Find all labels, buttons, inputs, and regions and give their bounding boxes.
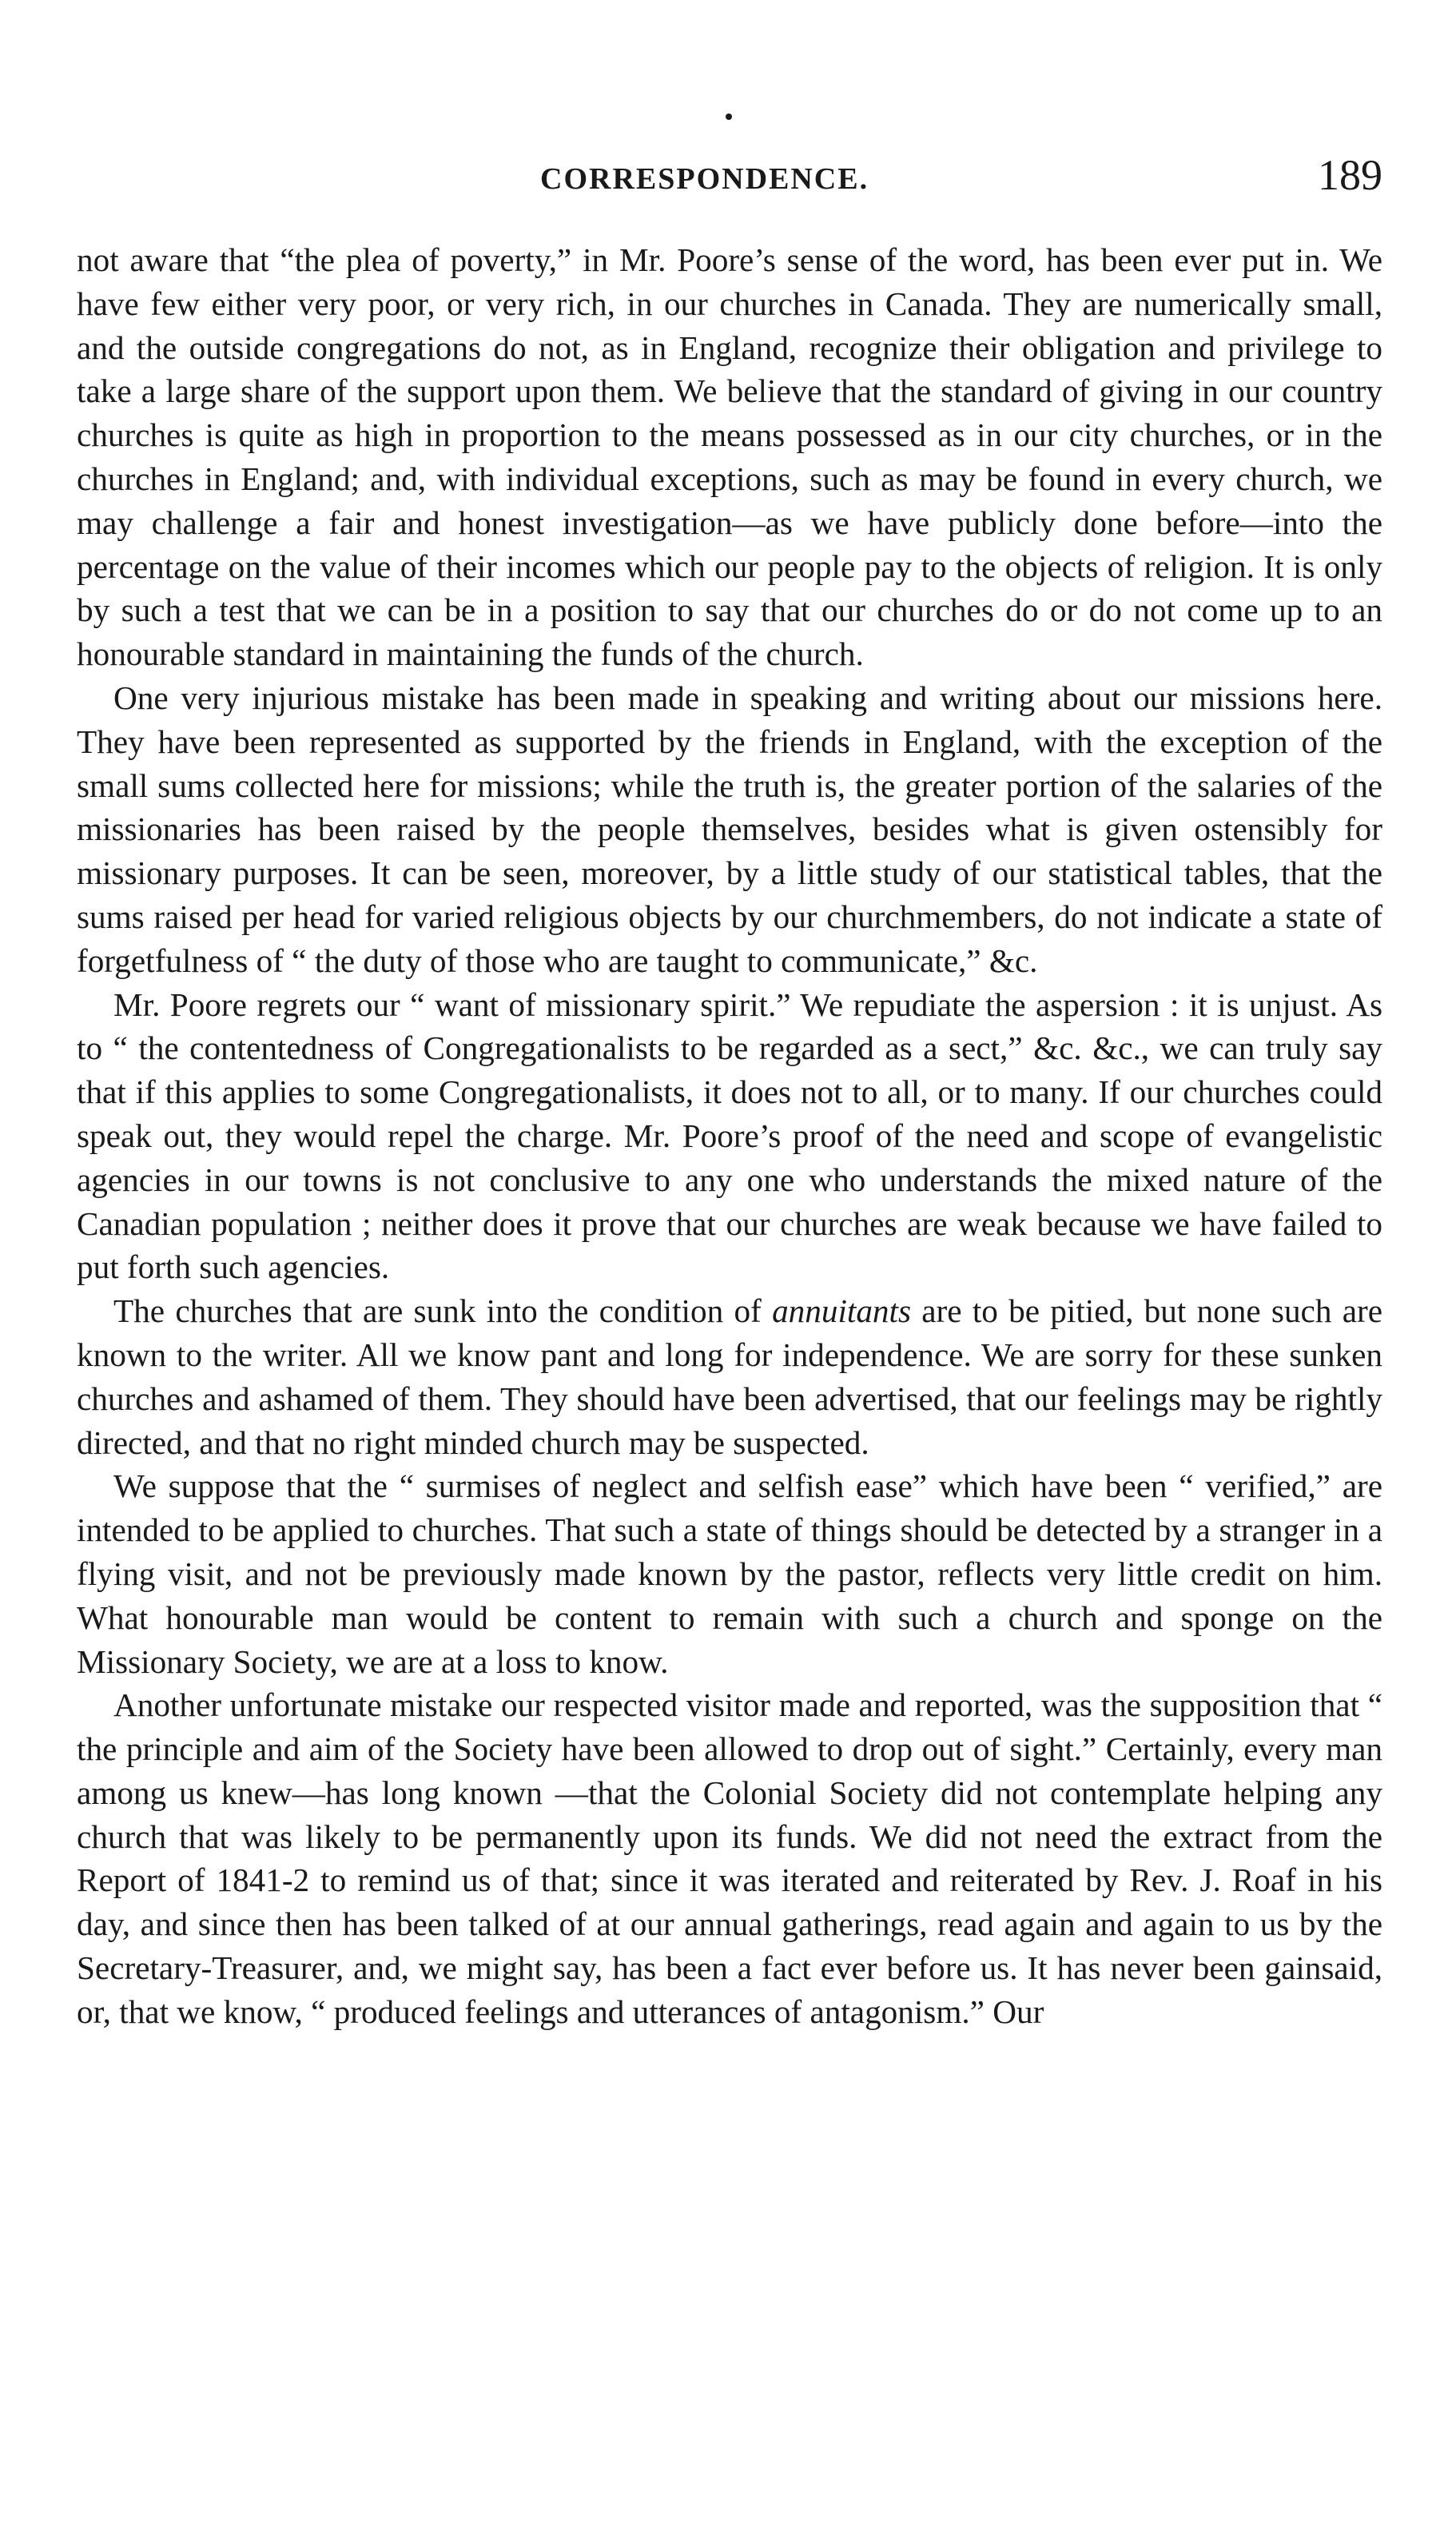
paragraph: One very injurious mistake has been made in speaking and writing about our missions here. They have been represented as supported by the friends in England, with the exception of the small sums collected here for missions; while the truth is, the greater portion of the salaries of the missionaries has been raised by the people themselves, besides what is given ostensibly for missionary purposes. It can be seen, moreover, by a little study of our statistical tables, that the sums raised per head for varied religious objects by our churchmembers, do not indicate a state of forgetfulness of “ the duty of those who are taught to communicate,” &c. xyxy=(77,679,1382,979)
page-number: 189 xyxy=(1318,151,1382,199)
paragraph: The churches that are sunk into the condition of annuitants are to be pitied, but none such are known to the writer. All we know pant and long for independence. We are sorry for these sunken churches and ashamed of them. They should have been advertised, that our feelings may be rightly directed, and that no right minded church may be suspected. xyxy=(77,1292,1382,1461)
running-head: CORRESPONDENCE. xyxy=(540,162,869,196)
paragraph: Mr. Poore regrets our “ want of missionary spirit.” We repudiate the aspersion : it is unjust. As to “ the contentedness of Congregationalists to be regarded as a sect,” &c. &c., we can truly say that if this applies to some Congregationalists, it does not to all, or to many. If our churches could speak out, they would repel the charge. Mr. Poore’s proof of the need and scope of evangelistic agencies in our towns is not conclusive to any one who understands the mixed nature of the Canadian population ; neither does it prove that our churches are weak because we have failed to put forth such agencies. xyxy=(77,985,1382,1286)
italic-word: annuitants xyxy=(772,1292,911,1330)
paragraph: We suppose that the “ surmises of neglect and selfish ease” which have been “ verified,” are intended to be applied to churches. That such a state of things should be detected by a stranger in a flying visit, and not be previously made known by the pastor, reflects very little credit on him. What honourable man would be content to remain with such a church and sponge on the Missionary Society, we are at a loss to know. xyxy=(77,1467,1382,1680)
paragraph: Another unfortunate mistake our respected visitor made and reported, was the supposition that “ the principle and aim of the Society have been allowed to drop out of sight.” Certainly, every man among us knew—has long known —that the Colonial Society did not contemplate helping any church that was likely to be permanently upon its funds. We did not need the extract from the Report of 1841-2 to remind us of that; since it was iterated and reiterated by Rev. J. Roaf in his day, and since then has been talked of at our annual gatherings, read again and again to us by the Secretary-Treasurer, and, we might say, has been a fact ever before us. It has never been gainsaid, or, that we know, “ produced feelings and utterances of antagonism.” Our xyxy=(77,1686,1382,2030)
body-text xyxy=(77,238,1382,2034)
page-header xyxy=(77,144,1382,221)
page xyxy=(77,104,1382,2034)
paragraph: not aware that “the plea of poverty,” in Mr. Poore’s sense of the word, has been ever put in. We have few either very poor, or very rich, in our churches in Canada. They are numerically small, and the outside congregations do not, as in England, recognize their obligation and privilege to take a large share of the support upon them. We believe that the standard of giving in our country churches is quite as high in proportion to the means possessed as in our city churches, or in the churches in England; and, with individual exceptions, such as may be found in every church, we may challenge a fair and honest investigation—as we have publicly done before—into the percentage on the value of their incomes which our people pay to the objects of religion. It is only by such a test that we can be in a position to say that our churches do or do not come up to an honourable standard in maintaining the funds of the church. xyxy=(77,241,1382,673)
